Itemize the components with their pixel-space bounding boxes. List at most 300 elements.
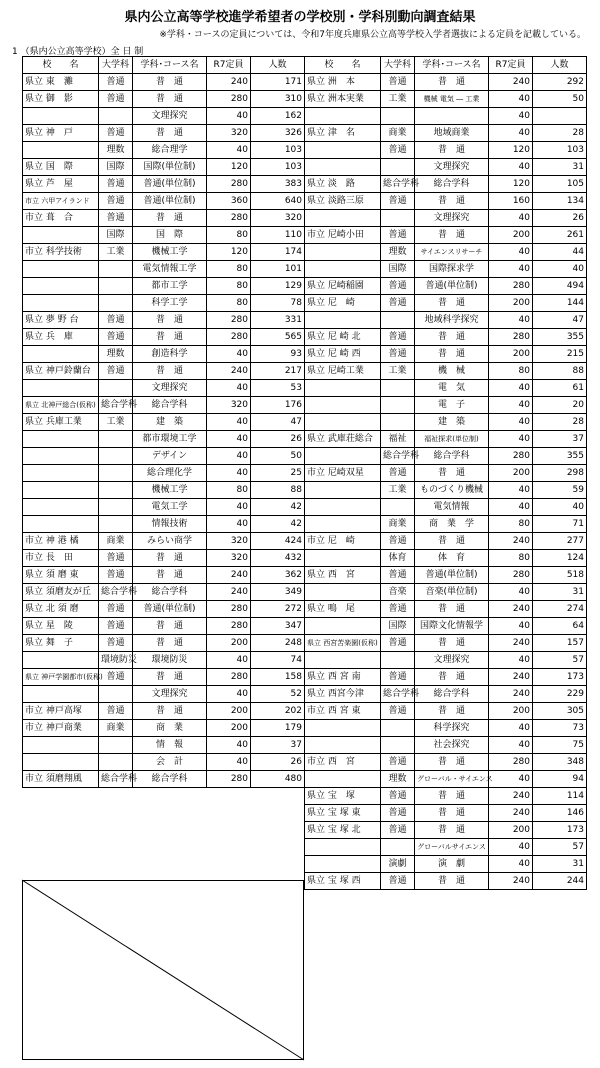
capacity-cell: 120 xyxy=(207,159,251,176)
course-cell: 普通(単位制) xyxy=(415,278,489,295)
school-name-cell: 県立 須 磨 東 xyxy=(23,567,99,584)
capacity-note: ※学科・コースの定員については、令和7年度兵庫県公立高等学校入学者選抜による定員を記載している。 xyxy=(159,30,586,40)
course-cell: 普 通 xyxy=(415,601,489,618)
capacity-cell: 40 xyxy=(489,771,533,788)
course-cell: 普 通 xyxy=(415,873,489,890)
capacity-cell: 320 xyxy=(207,533,251,550)
table-row xyxy=(23,448,305,465)
course-cell: サイエンスリサーチ xyxy=(415,244,489,261)
dept-cell: 普通 xyxy=(99,669,133,686)
count-cell: 326 xyxy=(251,125,305,142)
school-name-cell: 県立 武庫荘総合 xyxy=(305,431,381,448)
course-cell: 普 通 xyxy=(133,363,207,380)
dept-cell: 普通 xyxy=(381,788,415,805)
dept-cell: 環境防災 xyxy=(99,652,133,669)
table-row xyxy=(305,329,587,346)
school-name-cell xyxy=(23,652,99,669)
table-row xyxy=(23,499,305,516)
course-cell: 普 通 xyxy=(133,91,207,108)
dept-cell: 普通 xyxy=(99,125,133,142)
count-cell: 64 xyxy=(533,618,587,635)
school-name-cell xyxy=(305,380,381,397)
count-cell: 40 xyxy=(533,499,587,516)
table-row xyxy=(305,397,587,414)
count-cell: 28 xyxy=(533,414,587,431)
school-name-cell xyxy=(23,686,99,703)
capacity-cell: 240 xyxy=(489,635,533,652)
dept-cell: 普通 xyxy=(381,142,415,159)
capacity-cell: 280 xyxy=(207,618,251,635)
course-cell: 総合学科 xyxy=(133,584,207,601)
dept-cell: 普通 xyxy=(381,74,415,91)
capacity-cell: 40 xyxy=(207,431,251,448)
capacity-cell: 280 xyxy=(489,329,533,346)
school-name-cell xyxy=(305,414,381,431)
school-name-cell: 県立 尼崎工業 xyxy=(305,363,381,380)
capacity-cell: 320 xyxy=(207,397,251,414)
capacity-cell: 240 xyxy=(207,567,251,584)
dept-cell xyxy=(99,737,133,754)
table-row xyxy=(305,686,587,703)
table-row xyxy=(305,584,587,601)
capacity-cell: 40 xyxy=(489,652,533,669)
dept-cell: 総合学科 xyxy=(381,176,415,193)
capacity-cell: 40 xyxy=(489,431,533,448)
school-name-cell xyxy=(305,397,381,414)
course-cell: 科学工学 xyxy=(133,295,207,312)
count-cell: 305 xyxy=(533,703,587,720)
dept-cell: 国際 xyxy=(381,618,415,635)
count-cell: 103 xyxy=(533,142,587,159)
count-cell: 88 xyxy=(251,482,305,499)
capacity-cell: 320 xyxy=(207,550,251,567)
table-row xyxy=(23,601,305,618)
course-cell: ものづくり機械 xyxy=(415,482,489,499)
count-cell: 362 xyxy=(251,567,305,584)
table-row xyxy=(23,108,305,125)
table-row xyxy=(305,210,587,227)
table-row xyxy=(305,533,587,550)
capacity-cell: 200 xyxy=(207,720,251,737)
capacity-cell: 80 xyxy=(207,278,251,295)
count-cell: 331 xyxy=(251,312,305,329)
capacity-cell: 40 xyxy=(207,465,251,482)
course-cell: 演 劇 xyxy=(415,856,489,873)
capacity-cell: 280 xyxy=(207,312,251,329)
header-capacity: R7定員 xyxy=(207,57,251,74)
capacity-cell: 40 xyxy=(207,380,251,397)
count-cell: 37 xyxy=(533,431,587,448)
school-name-cell: 県立 神 戸 xyxy=(23,125,99,142)
course-cell: 体 育 xyxy=(415,550,489,567)
count-cell: 50 xyxy=(533,91,587,108)
dept-cell: 工業 xyxy=(381,363,415,380)
course-cell: 総合学科 xyxy=(415,686,489,703)
capacity-cell: 40 xyxy=(207,686,251,703)
count-cell: 31 xyxy=(533,159,587,176)
table-row xyxy=(23,567,305,584)
school-name-cell: 市立 長 田 xyxy=(23,550,99,567)
table-row xyxy=(305,414,587,431)
dept-cell xyxy=(381,159,415,176)
table-row xyxy=(305,754,587,771)
header-course: 学科･コース名 xyxy=(415,57,489,74)
dept-cell: 普通 xyxy=(381,754,415,771)
course-cell: 建 築 xyxy=(415,414,489,431)
count-cell: 432 xyxy=(251,550,305,567)
school-name-cell: 県立 東 灘 xyxy=(23,74,99,91)
capacity-cell: 320 xyxy=(207,125,251,142)
count-cell: 274 xyxy=(533,601,587,618)
school-name-cell: 県立 宝 塚 東 xyxy=(305,805,381,822)
header-dept: 大学科 xyxy=(381,57,415,74)
dept-cell xyxy=(381,737,415,754)
school-name-cell xyxy=(305,618,381,635)
count-cell: 40 xyxy=(533,261,587,278)
left-header-row xyxy=(23,57,305,74)
table-row xyxy=(23,227,305,244)
capacity-cell: 40 xyxy=(489,414,533,431)
course-cell: 普通(単位制) xyxy=(133,176,207,193)
course-cell: 普 通 xyxy=(133,550,207,567)
table-row xyxy=(23,397,305,414)
count-cell: 26 xyxy=(251,431,305,448)
school-name-cell: 県立 神戸鈴蘭台 xyxy=(23,363,99,380)
school-name-cell: 県立 御 影 xyxy=(23,91,99,108)
table-row xyxy=(305,822,587,839)
section-label: 1 （県内公立高等学校）全 日 制 xyxy=(12,47,144,57)
table-row xyxy=(305,431,587,448)
school-name-cell xyxy=(305,584,381,601)
dept-cell xyxy=(99,295,133,312)
table-row xyxy=(305,465,587,482)
count-cell: 179 xyxy=(251,720,305,737)
course-cell: 電気工学 xyxy=(133,499,207,516)
capacity-cell: 280 xyxy=(489,278,533,295)
school-name-cell: 県立 宝 塚 西 xyxy=(305,873,381,890)
header-dept: 大学科 xyxy=(99,57,133,74)
school-name-cell xyxy=(305,652,381,669)
count-cell: 248 xyxy=(251,635,305,652)
course-cell: デザイン xyxy=(133,448,207,465)
school-name-cell xyxy=(305,856,381,873)
capacity-cell: 280 xyxy=(207,176,251,193)
count-cell: 355 xyxy=(533,448,587,465)
course-cell: 国際探求学 xyxy=(415,261,489,278)
dept-cell: 音楽 xyxy=(381,584,415,601)
table-row xyxy=(23,261,305,278)
course-cell: 普 通 xyxy=(415,703,489,720)
school-name-cell xyxy=(23,754,99,771)
school-name-cell: 県立 尼 崎 xyxy=(305,295,381,312)
school-name-cell: 県立 北神戸総合(仮称) xyxy=(23,397,99,414)
course-cell: 機械 電気 ― 工業 xyxy=(415,91,489,108)
count-cell: 320 xyxy=(251,210,305,227)
course-cell: 国 際 xyxy=(133,227,207,244)
table-row xyxy=(305,346,587,363)
capacity-cell: 40 xyxy=(489,108,533,125)
table-row xyxy=(23,142,305,159)
table-row xyxy=(305,652,587,669)
course-cell: 総合学科 xyxy=(415,176,489,193)
dept-cell: 普通 xyxy=(381,669,415,686)
count-cell: 215 xyxy=(533,346,587,363)
count-cell: 75 xyxy=(533,737,587,754)
course-cell: 普 通 xyxy=(133,210,207,227)
course-cell: グローバル・サイエンス xyxy=(415,771,489,788)
capacity-cell: 200 xyxy=(489,703,533,720)
count-cell: 53 xyxy=(251,380,305,397)
table-row xyxy=(305,737,587,754)
course-cell: グローバルサイエンス xyxy=(415,839,489,856)
school-name-cell xyxy=(23,142,99,159)
table-row xyxy=(305,125,587,142)
school-name-cell: 県立 尼 崎 北 xyxy=(305,329,381,346)
dept-cell: 普通 xyxy=(99,363,133,380)
table-row xyxy=(305,278,587,295)
table-row xyxy=(23,652,305,669)
course-cell: 普 通 xyxy=(133,618,207,635)
dept-cell: 商業 xyxy=(381,125,415,142)
count-cell: 47 xyxy=(533,312,587,329)
table-row xyxy=(305,312,587,329)
dept-cell: 普通 xyxy=(99,210,133,227)
capacity-cell: 240 xyxy=(207,363,251,380)
table-row xyxy=(23,312,305,329)
school-name-cell: 県立 西 宮 南 xyxy=(305,669,381,686)
table-row xyxy=(23,482,305,499)
capacity-cell: 40 xyxy=(207,737,251,754)
count-cell: 37 xyxy=(251,737,305,754)
dept-cell: 理数 xyxy=(381,244,415,261)
table-row xyxy=(23,465,305,482)
count-cell: 424 xyxy=(251,533,305,550)
count-cell: 162 xyxy=(251,108,305,125)
count-cell: 129 xyxy=(251,278,305,295)
capacity-cell: 40 xyxy=(489,397,533,414)
count-cell: 28 xyxy=(533,125,587,142)
school-name-cell: 県立 淡路三原 xyxy=(305,193,381,210)
count-cell: 292 xyxy=(533,74,587,91)
course-cell: 電 子 xyxy=(415,397,489,414)
dept-cell: 普通 xyxy=(99,74,133,91)
capacity-cell: 40 xyxy=(207,346,251,363)
capacity-cell: 40 xyxy=(489,312,533,329)
school-name-cell: 市立 神戸商業 xyxy=(23,720,99,737)
school-name-cell xyxy=(23,737,99,754)
capacity-cell: 80 xyxy=(489,516,533,533)
school-name-cell xyxy=(305,159,381,176)
dept-cell: 総合学科 xyxy=(99,584,133,601)
course-cell: 普 通 xyxy=(415,533,489,550)
count-cell: 277 xyxy=(533,533,587,550)
school-name-cell: 市立 尼崎小田 xyxy=(305,227,381,244)
capacity-cell: 40 xyxy=(207,516,251,533)
count-cell: 78 xyxy=(251,295,305,312)
dept-cell xyxy=(381,380,415,397)
count-cell: 61 xyxy=(533,380,587,397)
dept-cell: 総合学科 xyxy=(99,771,133,788)
table-row xyxy=(23,754,305,771)
capacity-cell: 240 xyxy=(489,788,533,805)
table-row xyxy=(305,91,587,108)
table-row xyxy=(305,601,587,618)
school-name-cell xyxy=(305,737,381,754)
course-cell xyxy=(415,108,489,125)
table-row xyxy=(305,363,587,380)
course-cell: 普 通 xyxy=(415,142,489,159)
table-row xyxy=(23,686,305,703)
dept-cell: 普通 xyxy=(99,312,133,329)
dept-cell: 理数 xyxy=(99,346,133,363)
course-cell: 普通(単位制) xyxy=(133,601,207,618)
table-row xyxy=(23,210,305,227)
course-cell: 文理探究 xyxy=(415,652,489,669)
school-name-cell: 市立 神戸高塚 xyxy=(23,703,99,720)
table-row xyxy=(305,244,587,261)
count-cell: 310 xyxy=(251,91,305,108)
course-cell: 電 気 xyxy=(415,380,489,397)
school-name-cell: 市立 尼 崎 xyxy=(305,533,381,550)
capacity-cell: 240 xyxy=(489,669,533,686)
school-name-cell: 県立 淡 路 xyxy=(305,176,381,193)
count-cell: 383 xyxy=(251,176,305,193)
count-cell: 176 xyxy=(251,397,305,414)
course-cell: 普 通 xyxy=(133,125,207,142)
capacity-cell: 40 xyxy=(207,414,251,431)
school-name-cell xyxy=(305,210,381,227)
course-cell: 普 通 xyxy=(133,74,207,91)
table-row xyxy=(305,499,587,516)
dept-cell: 普通 xyxy=(99,176,133,193)
course-cell: 普 通 xyxy=(415,295,489,312)
course-cell: 文理探究 xyxy=(133,108,207,125)
school-name-cell xyxy=(305,499,381,516)
count-cell: 244 xyxy=(533,873,587,890)
capacity-cell: 40 xyxy=(207,754,251,771)
course-cell: 普通(単位制) xyxy=(133,193,207,210)
table-row xyxy=(305,227,587,244)
count-cell: 518 xyxy=(533,567,587,584)
dept-cell xyxy=(381,108,415,125)
school-name-cell: 県立 西宮苦楽園(仮称) xyxy=(305,635,381,652)
course-cell: 文理探究 xyxy=(133,380,207,397)
dept-cell xyxy=(381,312,415,329)
capacity-cell: 80 xyxy=(489,363,533,380)
capacity-cell: 40 xyxy=(207,142,251,159)
school-name-cell xyxy=(23,431,99,448)
dept-cell: 普通 xyxy=(99,601,133,618)
dept-cell: 理数 xyxy=(99,142,133,159)
dept-cell: 普通 xyxy=(99,618,133,635)
school-name-cell xyxy=(23,261,99,278)
table-row xyxy=(305,703,587,720)
table-row xyxy=(305,295,587,312)
left-table-body xyxy=(23,74,305,788)
capacity-cell: 280 xyxy=(207,601,251,618)
dept-cell: 普通 xyxy=(381,703,415,720)
count-cell: 348 xyxy=(533,754,587,771)
dept-cell: 普通 xyxy=(381,567,415,584)
capacity-cell: 40 xyxy=(489,380,533,397)
dept-cell: 普通 xyxy=(381,278,415,295)
capacity-cell: 40 xyxy=(489,839,533,856)
table-row xyxy=(23,125,305,142)
dept-cell: 普通 xyxy=(99,91,133,108)
table-row xyxy=(23,363,305,380)
count-cell: 110 xyxy=(251,227,305,244)
course-cell: 国際(単位制) xyxy=(133,159,207,176)
dept-cell: 普通 xyxy=(99,635,133,652)
school-name-cell xyxy=(305,839,381,856)
dept-cell xyxy=(99,261,133,278)
capacity-cell: 40 xyxy=(207,652,251,669)
dept-cell xyxy=(99,448,133,465)
dept-cell: 普通 xyxy=(381,822,415,839)
course-cell: 文理探究 xyxy=(415,159,489,176)
school-name-cell: 県立 夢 野 台 xyxy=(23,312,99,329)
capacity-cell: 200 xyxy=(207,703,251,720)
school-name-cell xyxy=(23,516,99,533)
left-table xyxy=(22,56,305,788)
course-cell: 機械工学 xyxy=(133,482,207,499)
dept-cell: 工業 xyxy=(381,91,415,108)
count-cell: 26 xyxy=(251,754,305,771)
dept-cell xyxy=(99,431,133,448)
count-cell: 229 xyxy=(533,686,587,703)
school-name-cell: 県立 洲 本 xyxy=(305,74,381,91)
dept-cell: 普通 xyxy=(99,703,133,720)
table-row xyxy=(23,550,305,567)
school-name-cell xyxy=(305,448,381,465)
school-name-cell: 県立 洲本実業 xyxy=(305,91,381,108)
count-cell: 494 xyxy=(533,278,587,295)
table-row xyxy=(305,669,587,686)
table-row xyxy=(305,176,587,193)
table-row xyxy=(23,414,305,431)
school-name-cell xyxy=(23,465,99,482)
school-name-cell: 市立 葺 合 xyxy=(23,210,99,227)
dept-cell: 体育 xyxy=(381,550,415,567)
capacity-cell: 40 xyxy=(489,584,533,601)
table-row xyxy=(305,261,587,278)
count-cell: 171 xyxy=(251,74,305,91)
school-name-cell xyxy=(305,108,381,125)
dept-cell xyxy=(381,499,415,516)
count-cell: 74 xyxy=(251,652,305,669)
count-cell: 50 xyxy=(251,448,305,465)
school-name-cell: 県立 津 名 xyxy=(305,125,381,142)
blank-diagonal xyxy=(22,880,304,1060)
course-cell: 地域商業 xyxy=(415,125,489,142)
header-count: 人数 xyxy=(533,57,587,74)
school-name-cell xyxy=(23,448,99,465)
capacity-cell: 280 xyxy=(489,567,533,584)
course-cell: 社会探究 xyxy=(415,737,489,754)
dept-cell xyxy=(99,686,133,703)
dept-cell: 総合学科 xyxy=(381,686,415,703)
course-cell: 普 通 xyxy=(415,465,489,482)
table-row xyxy=(305,380,587,397)
dept-cell: 普通 xyxy=(381,805,415,822)
capacity-cell: 200 xyxy=(207,635,251,652)
dept-cell xyxy=(99,465,133,482)
table-row xyxy=(23,737,305,754)
capacity-cell: 80 xyxy=(489,550,533,567)
school-name-cell xyxy=(305,261,381,278)
school-name-cell xyxy=(23,482,99,499)
table-row xyxy=(23,193,305,210)
